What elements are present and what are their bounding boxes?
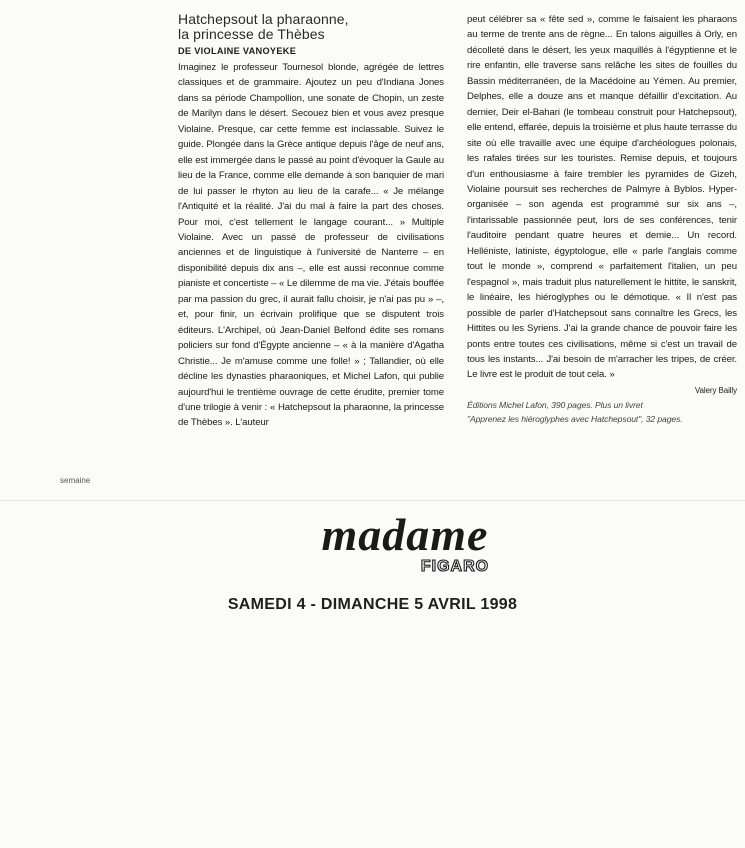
article-title-line-2: la princesse de Thèbes [178, 26, 325, 42]
madame-figaro-logo [285, 512, 525, 582]
logo-subword: FIGARO [420, 558, 490, 575]
article-body-right: peut célébrer sa « fête sed », comme le faisaient les pharaons au terme de trente ans de règne... En talons aiguilles à Orly, en décolleté dans le désert, les yeux maquillés à l'égyptienne et le rire enfantin, elle traverse sans relâche les sites de fouilles du Bassin méditerranéen, de la Macédoine au Yémen. Au premier, Delphes, elle a douze ans et manque défaillir d'excitation. Au dernier, Deir el-Bahari (le tombeau construit pour Hatchepsout), elle entend, effarée, depuis la troisième et plus haute terrasse du site où elle travaille avec une équipe d'archéologues polonais, les rafales tirées sur les touristes. Remise depuis, et toujours d'un enthousiasme à faire trembler les pyramides de Gizeh, Violaine poursuit ses recherches de Palmyre à Byblos. Hyper-organisée – son agenda est programmé sur six ans –, l'intarissable passionnée peut, lors de ses conférences, tenir l'auditoire pendant quatre heures et demie... Un record. Helléniste, latiniste, égyptologue, elle « parle l'anglais comme tout le monde », comprend « parfaitement l'italien, un peu l'espagnol », mais traduit plus naturellement le hittite, le sanskrit, le linéaire, les hiéroglyphes ou le démotique. « Il n'est pas possible de parler d'Hatchepsout sans connaître les Grecs, les Hittites ou les Syriens. J'ai la grande chance de pouvoir faire les ponts entre toutes ces civilisations, même si c'est un travail de tous les instants... J'ai besoin de m'arracher les tripes, de créer. Le livre est le produit de tout cela. » [467, 14, 737, 381]
signature-row [467, 383, 737, 398]
issue-date-text: SAMEDI 4 - DIMANCHE 5 AVRIL 1998 [227, 596, 518, 613]
logo-word: madame [321, 512, 489, 560]
section-label: semaine [60, 476, 91, 485]
page-fold-line [0, 500, 745, 501]
article-column-left [178, 12, 444, 431]
author-signature: Valery Bailly [694, 385, 737, 395]
article-column-right [467, 12, 737, 426]
book-credit-line-1: Éditions Michel Lafon, 390 pages. Plus un livret [467, 400, 643, 411]
article-title-line-1: Hatchepsout la pharaonne, [178, 11, 349, 27]
article-title [178, 12, 444, 42]
article-body-left: Imaginez le professeur Tournesol blonde, agrégée de lettres classiques et de grammaire. Ajoutez un peu d'Indiana Jones dans sa période Champollion, une sonate de Chopin, un zeste de Marilyn dans le désert. Secouez bien et vous avez presque Violaine. Presque, car cette femme est inclassable. Suivez le guide. Plongée dans la Grèce antique depuis l'âge de neuf ans, elle est immergée dans le passé au point d'évoquer la Gaule au lieu de la France, comme elle demande à son banquier de mari de lui passer le rhyton au lieu de la carafe... « Je mélange l'Antiquité et la réalité. J'ai du mal à faire la part des choses. Pour moi, c'est tellement le langage courant... » Multiple Violaine. Avec un passé de professeur de civilisations anciennes et de linguistique à l'université de Nanterre – en disponibilité depuis dix ans –, elle est aussi reconnue comme pianiste et concertiste – « Le dilemme de ma vie. J'étais bouffée par ma passion du grec, il aurait fallu choisir, je n'ai pas pu » –, et, pour finir, un écrivain prolifique que se disputent trois éditeurs. L'Archipel, où Jean-Daniel Belfond édite ses romans policiers sur fond d'Égypte ancienne – « à la manière d'Agatha Christie... Je m'amuse comme une folle! » ; Tallandier, où elle décline les dynasties pharaoniques, et Michel Lafon, qui publie aujourd'hui le trentième ouvrage de cette érudite, premier tome d'une trilogie à venir : « Hatchepsout la pharaonne, la princesse de Thèbes ». L'auteur [178, 62, 444, 429]
book-credit-line-2: "Apprenez les hiéroglyphes avec Hatchepsout", 32 pages. [467, 414, 683, 425]
issue-date [0, 596, 745, 614]
article-byline: DE VIOLAINE VANOYEKE [178, 46, 297, 56]
